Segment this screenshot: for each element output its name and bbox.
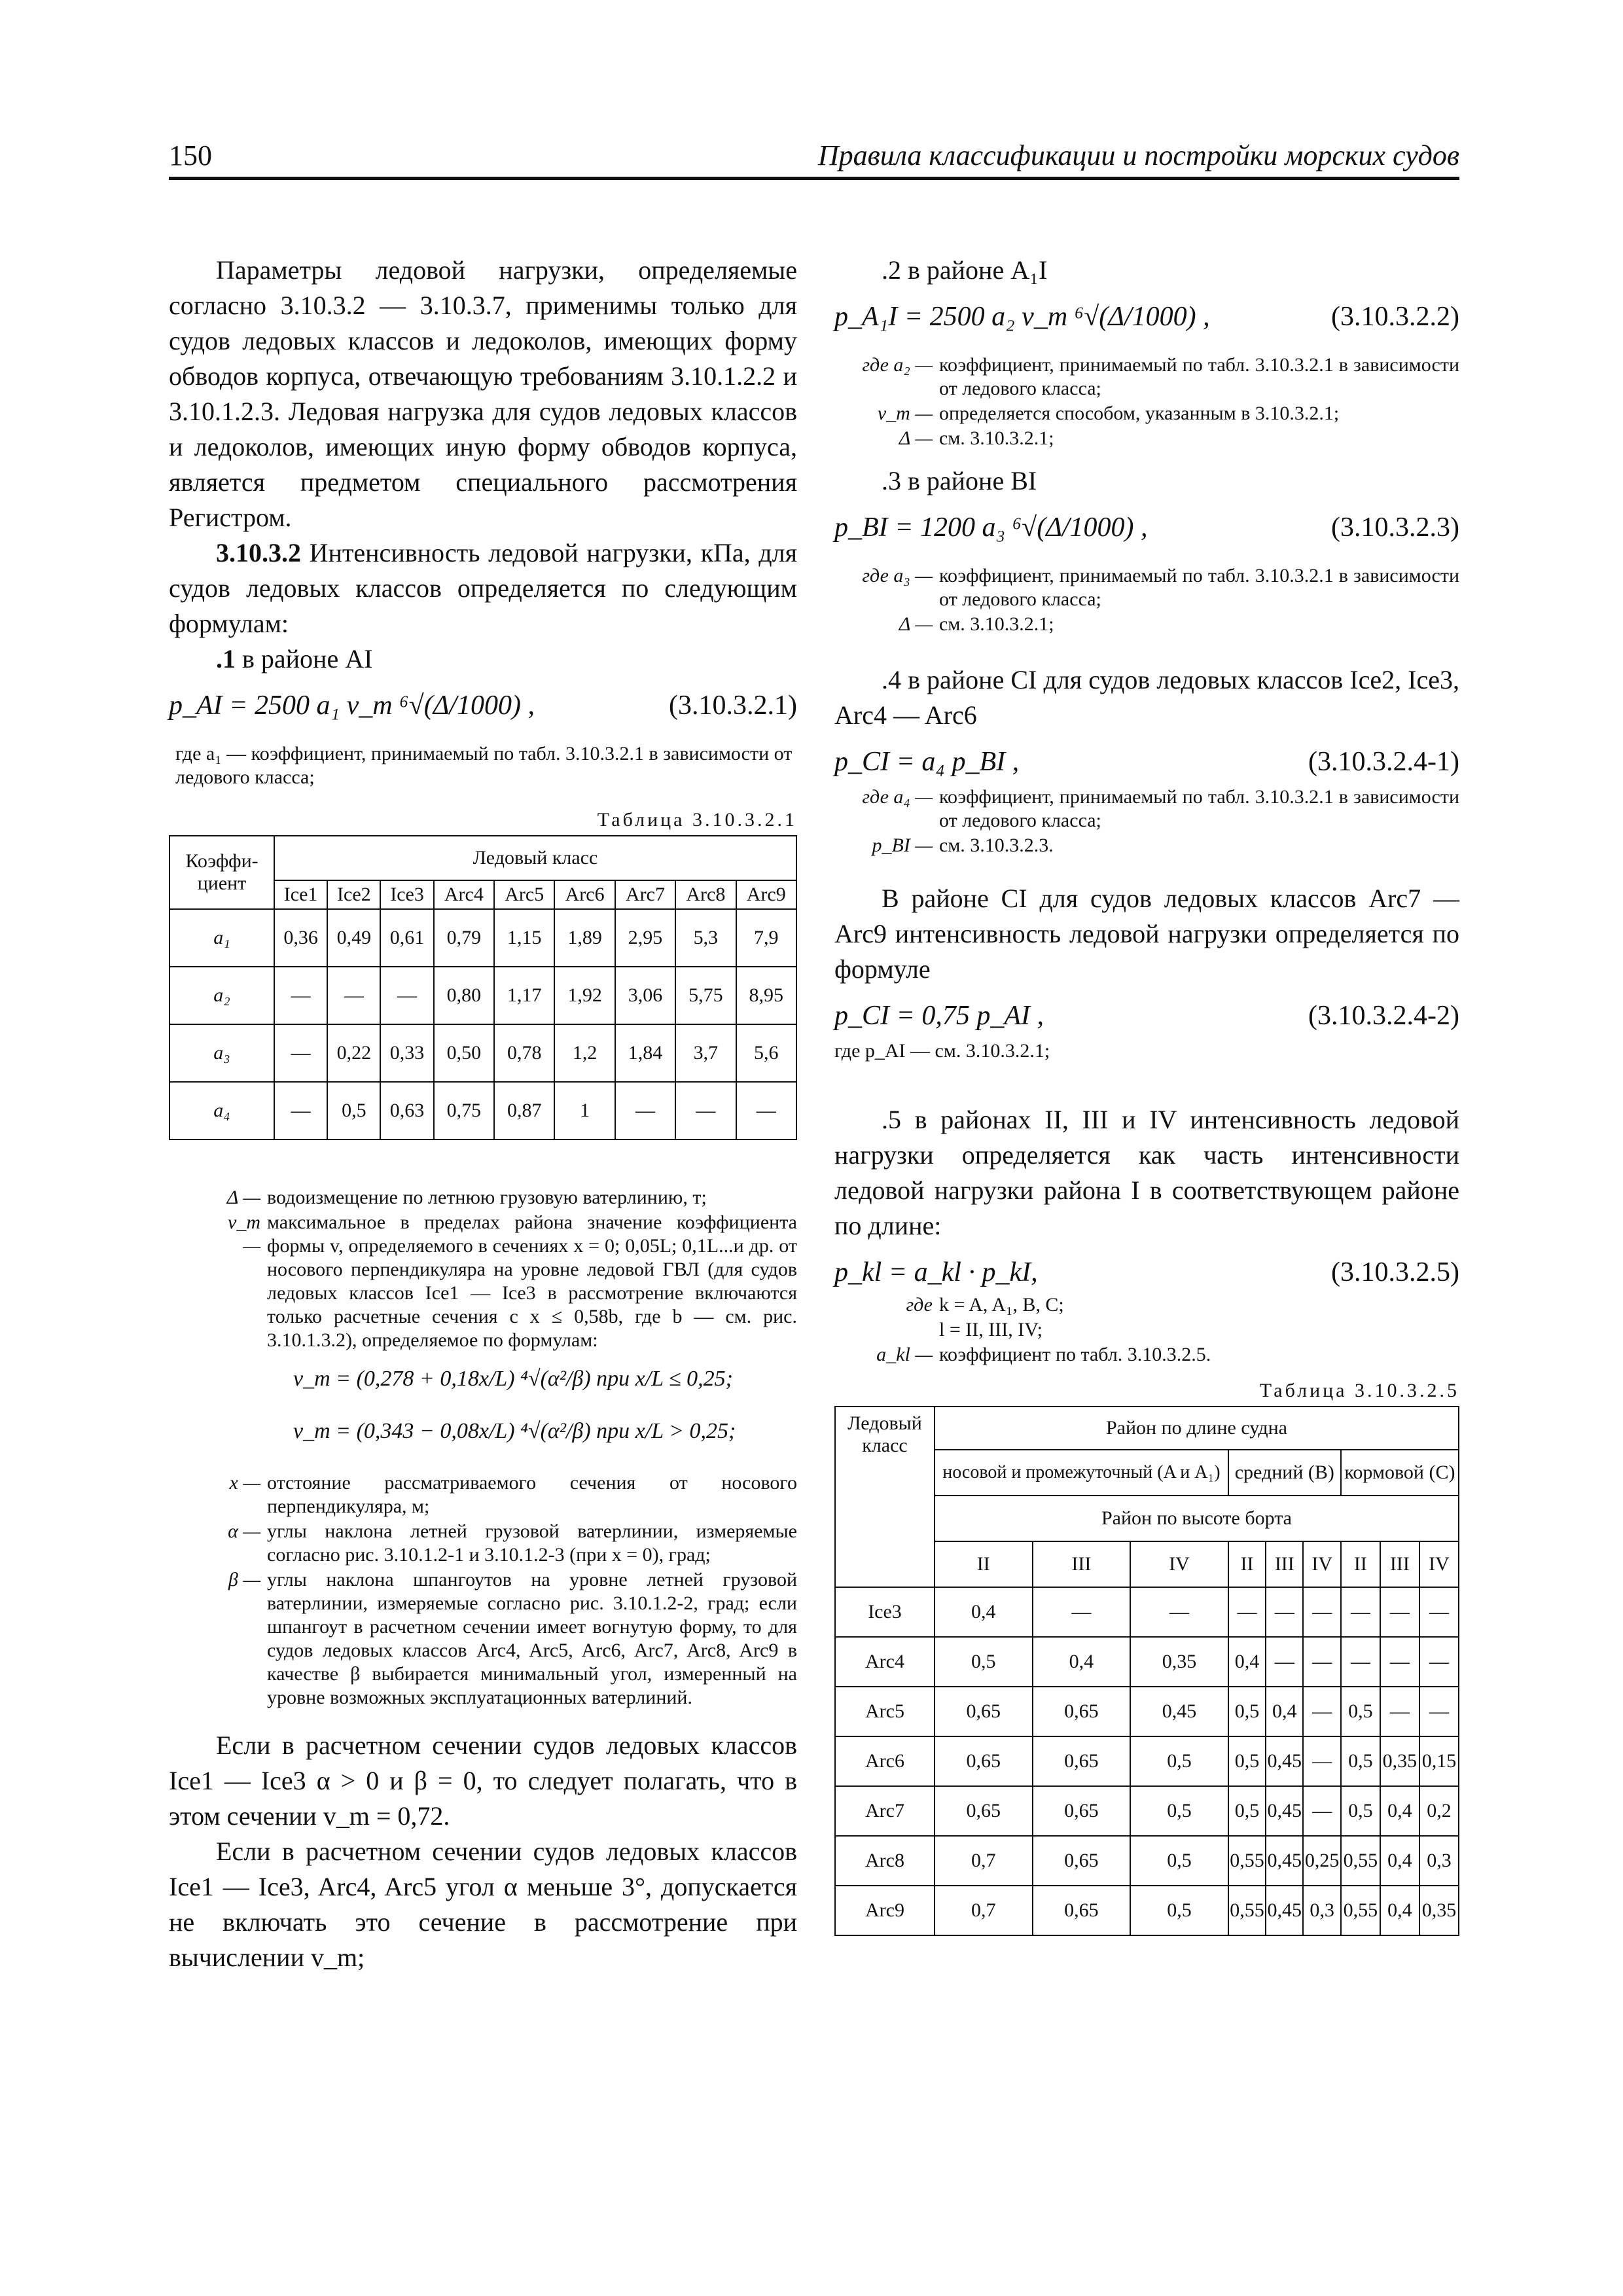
- row-label: Ice3: [835, 1587, 935, 1637]
- definition-text: коэффициент, принимаемый по табл. 3.10.3.2.1 в зависимости от ледового класса;: [939, 786, 1459, 831]
- definition-row: [834, 402, 1459, 425]
- table-cell: 0,4: [935, 1587, 1033, 1637]
- column-header: Ice3: [380, 880, 433, 909]
- table-cell: 0,5: [1228, 1786, 1266, 1836]
- table-cell: —: [327, 967, 380, 1024]
- table-cell: 0,35: [1130, 1637, 1228, 1687]
- subcolumn-header: III: [1033, 1541, 1131, 1587]
- definition-text: углы наклона шпангоутов на уровне летней грузовой ватерлинии, измеряемые согласно рис. 3.10.1.2-2, град; если шпангоут в расчетном сечении имеет вогнутую форму, то для судов ледовых классов Arc4, Arc5, Arc6, Arc7, Arc8, Arc9 в качестве β выбирается минимальный угол, измеренный на уровне возможных эксплуатационных ватерлиний.: [267, 1569, 797, 1708]
- formula-expression: p_CI = a₄ p_BI ,: [834, 747, 1020, 777]
- table-cell: 0,4: [1380, 1836, 1419, 1886]
- running-title: Правила классификации и постройки морских судов: [817, 139, 1459, 171]
- row-label: Arc9: [835, 1886, 935, 1935]
- definition-row: [834, 1318, 1459, 1342]
- column-header: Arc6: [554, 880, 615, 909]
- table-cell: 0,4: [1033, 1637, 1131, 1687]
- table-row: [169, 1024, 796, 1082]
- formula-3-10-3-2-2: [834, 288, 1459, 353]
- formula-where-6: [834, 1293, 1459, 1367]
- definition-text: см. 3.10.3.2.3.: [939, 834, 1054, 856]
- definition-text: коэффициент, принимаемый по табл. 3.10.3.2.1 в зависимости от ледового класса;: [939, 354, 1459, 399]
- formula-where-4: [834, 785, 1459, 857]
- table-cell: 0,65: [1033, 1836, 1131, 1886]
- row-label: a₂: [169, 967, 274, 1024]
- formula-expression: p_kl = a_kl · p_kI,: [834, 1257, 1038, 1287]
- table-cell: 0,5: [935, 1637, 1033, 1687]
- table-cell: 0,45: [1130, 1687, 1228, 1736]
- header-rule: [169, 177, 1459, 180]
- table-cell: 1,89: [554, 909, 615, 967]
- row-label: Arc5: [835, 1687, 935, 1736]
- table-cell: 8,95: [736, 967, 796, 1024]
- row-label: Arc6: [835, 1736, 935, 1786]
- definition-row: [215, 1471, 797, 1518]
- definition-row: [215, 1568, 797, 1710]
- formula-number: (3.10.3.2.4-1): [1308, 747, 1459, 777]
- column-header: Arc9: [736, 880, 796, 909]
- subcolumn-header: III: [1266, 1541, 1303, 1587]
- table-cell: —: [1341, 1587, 1380, 1637]
- section-text: Интенсивность ледовой нагрузки, кПа, для судов ледовых классов определяется по следующим формулам:: [169, 538, 797, 638]
- table-cell: —: [274, 967, 327, 1024]
- distribution-table: [834, 1406, 1459, 1936]
- definition-symbol: x —: [229, 1472, 260, 1494]
- formula-expression: p_AI = 2500 a₁ v_m ⁶√(Δ/1000) ,: [169, 691, 535, 721]
- formula-3-10-3-2-4-1: [834, 733, 1459, 785]
- table-cell: —: [1419, 1687, 1459, 1736]
- paragraph-alpha-beta: Если в расчетном сечении судов ледовых классов Ice1 — Ice3 α > 0 и β = 0, то следует полагать, что в этом сечении v_m = 0,72.: [169, 1731, 797, 1831]
- formula-expression: p_A₁I = 2500 a₂ v_m ⁶√(Δ/1000) ,: [834, 302, 1210, 332]
- table-cell: 0,22: [327, 1024, 380, 1082]
- definition-row: [834, 353, 1459, 401]
- header-length-region: Район по длине судна: [935, 1407, 1459, 1450]
- subcolumn-header: IV: [1130, 1541, 1228, 1587]
- definitions-list-2: [169, 1471, 797, 1710]
- definition-symbol: p_BI —: [872, 834, 933, 856]
- subcolumn-header: III: [1380, 1541, 1419, 1587]
- page-number: 150: [169, 139, 212, 171]
- table-cell: 0,65: [1033, 1786, 1131, 1836]
- definition-row: [834, 613, 1459, 636]
- definition-symbol: [834, 1318, 939, 1342]
- definition-symbol: где a₂ —: [862, 354, 933, 376]
- table-cell: —: [1303, 1786, 1340, 1836]
- header-bow: носовой и промежуточный (A и A₁): [935, 1450, 1228, 1496]
- table-cell: 5,6: [736, 1024, 796, 1082]
- table-cell: 0,87: [494, 1082, 554, 1139]
- definition-text: отстояние рассматриваемого сечения от носового перпендикуляра, м;: [267, 1472, 797, 1517]
- table-cell: 0,5: [1130, 1836, 1228, 1886]
- subsection-number: .1: [216, 644, 236, 673]
- table-cell: 1,15: [494, 909, 554, 967]
- table-row: [835, 1886, 1459, 1935]
- column-header: Arc8: [675, 880, 736, 909]
- definition-symbol: v_m —: [877, 403, 933, 424]
- table-cell: 0,78: [494, 1024, 554, 1082]
- column-header: Ice2: [327, 880, 380, 909]
- definition-row: [834, 1343, 1459, 1367]
- table-cell: 0,5: [1341, 1786, 1380, 1836]
- column-header: Ice1: [274, 880, 327, 909]
- table-cell: —: [675, 1082, 736, 1139]
- table-cell: —: [736, 1082, 796, 1139]
- table-row: [835, 1786, 1459, 1836]
- table-cell: 0,55: [1228, 1886, 1266, 1935]
- definition-symbol: Δ —: [226, 1187, 260, 1208]
- table-cell: —: [1033, 1587, 1131, 1637]
- row-label: Arc4: [835, 1637, 935, 1687]
- subsection-4-heading: .4 в районе CI для судов ледовых классов Ice2, Ice3, Arc4 — Arc6: [834, 665, 1459, 730]
- table-cell: 0,3: [1303, 1886, 1340, 1935]
- table-cell: —: [1341, 1637, 1380, 1687]
- table-cell: 0,4: [1380, 1886, 1419, 1935]
- vm-formula-1: [169, 1354, 797, 1406]
- table-cell: 0,65: [935, 1687, 1033, 1736]
- formula-expression: p_BI = 1200 a₃ ⁶√(Δ/1000) ,: [834, 512, 1148, 543]
- table-cell: —: [1380, 1587, 1419, 1637]
- subcolumn-header: IV: [1303, 1541, 1340, 1587]
- subcolumn-header: II: [1228, 1541, 1266, 1587]
- table-cell: 5,75: [675, 967, 736, 1024]
- subsection-text: в районе AI: [242, 644, 373, 673]
- table-cell: —: [1303, 1736, 1340, 1786]
- definition-text: см. 3.10.3.2.1;: [939, 613, 1054, 635]
- table-cell: —: [1380, 1637, 1419, 1687]
- table-cell: 1,84: [615, 1024, 675, 1082]
- table-row: [835, 1836, 1459, 1886]
- row-label: a₄: [169, 1082, 274, 1139]
- header-mid: средний (B): [1228, 1450, 1341, 1496]
- formula-3-10-3-2-1: [169, 677, 797, 742]
- definition-row: [834, 834, 1459, 857]
- table-cell: 0,65: [1033, 1736, 1131, 1786]
- table-cell: —: [1266, 1637, 1303, 1687]
- table-row: [835, 1637, 1459, 1687]
- definition-text: см. 3.10.3.2.1;: [939, 427, 1054, 449]
- table-cell: 0,5: [1341, 1736, 1380, 1786]
- vm-formula-1-text: v_m = (0,278 + 0,18x/L) ⁴√(α²/β) при x/L ≤ 0,25;: [293, 1367, 733, 1391]
- definition-row: [215, 1186, 797, 1210]
- row-label: a₃: [169, 1024, 274, 1082]
- definition-text: углы наклона летней грузовой ватерлинии, измеряемые согласно рис. 3.10.1.2-1 и 3.10.1.2-3 (при x = 0), град;: [267, 1520, 797, 1566]
- table-cell: 0,5: [1130, 1886, 1228, 1935]
- table-cell: 1,92: [554, 967, 615, 1024]
- table-cell: 0,50: [434, 1024, 494, 1082]
- table-cell: —: [274, 1024, 327, 1082]
- formula-number: (3.10.3.2.1): [669, 691, 797, 721]
- paragraph-ci-arc7: В районе CI для судов ледовых классов Arc7 — Arc9 интенсивность ледовой нагрузки определяется по формуле: [834, 884, 1459, 984]
- header-stern: кормовой (C): [1341, 1450, 1459, 1496]
- table-cell: 3,7: [675, 1024, 736, 1082]
- table-cell: 0,63: [380, 1082, 433, 1139]
- table-cell: 0,33: [380, 1024, 433, 1082]
- definition-row: [215, 1211, 797, 1352]
- formula-3-10-3-2-5: [834, 1244, 1459, 1293]
- table-cell: 0,5: [1130, 1736, 1228, 1786]
- table-row: [835, 1736, 1459, 1786]
- row-label: Arc8: [835, 1836, 935, 1886]
- definition-symbol: a_kl —: [876, 1344, 933, 1365]
- table-cell: —: [1419, 1587, 1459, 1637]
- column-header: Arc4: [434, 880, 494, 909]
- definition-symbol: где a₃ —: [862, 565, 933, 586]
- definition-row: [834, 785, 1459, 833]
- formula-number: (3.10.3.2.5): [1331, 1257, 1459, 1287]
- subcolumn-header: II: [1341, 1541, 1380, 1587]
- table-row: [835, 1687, 1459, 1736]
- table-cell: 0,75: [434, 1082, 494, 1139]
- header-ice-class: Ледовый класс: [835, 1407, 935, 1587]
- table-cell: 0,80: [434, 967, 494, 1024]
- definition-text: l = II, III, IV;: [939, 1319, 1043, 1340]
- definition-text: коэффициент по табл. 3.10.3.2.5.: [939, 1344, 1211, 1365]
- table-cell: 1,17: [494, 967, 554, 1024]
- definition-row: [834, 427, 1459, 450]
- table-cell: —: [1419, 1637, 1459, 1687]
- table-cell: 0,79: [434, 909, 494, 967]
- header-ice-class: Ледовый класс: [274, 836, 796, 880]
- intro-paragraph: Параметры ледовой нагрузки, определяемые согласно 3.10.3.2 — 3.10.3.7, применимы только для судов ледовых классов и ледоколов, имеющих форму обводов корпуса, отвечающую требованиям 3.10.1.2.2 и 3.10.1.2.3. Ледовая нагрузка для судов ледовых классов и ледоколов, имеющих иную форму обводов корпуса, является предметом специального рассмотрения Регистром.: [169, 255, 797, 532]
- table-cell: 0,35: [1419, 1886, 1459, 1935]
- coefficient-table: [169, 835, 797, 1140]
- definition-text: максимальное в пределах района значение коэффициента формы v, определяемого в сечениях x = 0; 0,05L; 0,1L...и др. от носового перпендикуляра на уровне ледовой ГВЛ (для судов ледовых классов Ice1 — Ice3 в рассмотрение включаются только расчетные сечения с x ≤ 0,58b, где b — см. рис. 3.10.1.3.2), определяемое по формулам:: [267, 1211, 797, 1351]
- table-cell: 0,35: [1380, 1736, 1419, 1786]
- definition-symbol: α —: [228, 1520, 260, 1542]
- table-cell: 0,15: [1419, 1736, 1459, 1786]
- row-label: Arc7: [835, 1786, 935, 1836]
- definition-symbol: где a₄ —: [862, 786, 933, 808]
- formula-expression: p_CI = 0,75 p_AI ,: [834, 1001, 1044, 1031]
- table-cell: —: [1303, 1687, 1340, 1736]
- subcolumn-header: IV: [1419, 1541, 1459, 1587]
- subsection-5-text: .5 в районах II, III и IV интенсивность ледовой нагрузки определяется как часть интенсивности ледовой нагрузки района I в соответствующем районе по длине:: [834, 1105, 1459, 1240]
- subsection-2-heading: .2 в районе A₁I: [882, 255, 1048, 285]
- definition-symbol: где: [906, 1294, 933, 1316]
- table-cell: —: [1380, 1687, 1419, 1736]
- subcolumn-header: II: [935, 1541, 1033, 1587]
- table-cell: 0,4: [1380, 1786, 1419, 1836]
- formula-where-5: где p_AI — см. 3.10.3.2.1;: [834, 1040, 1050, 1062]
- table-row: [169, 1082, 796, 1139]
- table-cell: 0,4: [1266, 1687, 1303, 1736]
- definition-symbol: Δ —: [899, 427, 933, 449]
- table-cell: —: [615, 1082, 675, 1139]
- definition-row: [834, 1293, 1459, 1317]
- table-cell: 1: [554, 1082, 615, 1139]
- subsection-1-heading: [169, 641, 797, 677]
- definition-text: водоизмещение по летнюю грузовую ватерлинию, т;: [267, 1187, 707, 1208]
- vm-formula-2-text: v_m = (0,343 − 0,08x/L) ⁴√(α²/β) при x/L > 0,25;: [293, 1419, 736, 1443]
- table-cell: 0,5: [1130, 1786, 1228, 1836]
- table-cell: 0,45: [1266, 1836, 1303, 1886]
- table-cell: 0,5: [1228, 1687, 1266, 1736]
- formula-number: (3.10.3.2.3): [1331, 512, 1459, 543]
- header-coefficient: Коэффи-циент: [169, 836, 274, 909]
- definition-text: k = A, A₁, B, C;: [939, 1294, 1064, 1316]
- definition-symbol: β —: [228, 1569, 260, 1590]
- table-cell: —: [1266, 1587, 1303, 1637]
- definitions-list: [169, 1186, 797, 1352]
- section-number: 3.10.3.2: [216, 538, 301, 567]
- table-cell: 0,3: [1419, 1836, 1459, 1886]
- column-header: Arc5: [494, 880, 554, 909]
- paragraph-alpha-3deg: Если в расчетном сечении судов ледовых классов Ice1 — Ice3, Arc4, Arc5 угол α меньше 3°, допускается не включать это сечение в рассмотрение при вычислении v_m;: [169, 1837, 797, 1972]
- table-cell: —: [1130, 1587, 1228, 1637]
- table-row: [169, 909, 796, 967]
- table-cell: 0,65: [1033, 1886, 1131, 1935]
- table-cell: 0,45: [1266, 1736, 1303, 1786]
- definition-text: коэффициент, принимаемый по табл. 3.10.3.2.1 в зависимости от ледового класса;: [939, 565, 1459, 610]
- table-cell: 0,55: [1228, 1836, 1266, 1886]
- table-cell: 0,7: [935, 1886, 1033, 1935]
- vm-formula-2: [169, 1406, 797, 1458]
- table-cell: 0,45: [1266, 1886, 1303, 1935]
- formula-where-2: [834, 353, 1459, 450]
- table-cell: 2,95: [615, 909, 675, 967]
- table-cell: —: [380, 967, 433, 1024]
- table-cell: —: [1303, 1637, 1340, 1687]
- definition-text: определяется способом, указанным в 3.10.3.2.1;: [939, 403, 1340, 424]
- table-cell: 5,3: [675, 909, 736, 967]
- table-caption-2: Таблица 3.10.3.2.5: [1259, 1380, 1459, 1401]
- table-cell: 0,65: [1033, 1687, 1131, 1736]
- column-header: Arc7: [615, 880, 675, 909]
- definition-row: [834, 564, 1459, 611]
- table-cell: 0,7: [935, 1836, 1033, 1886]
- table-cell: 0,25: [1303, 1836, 1340, 1886]
- table-cell: 0,55: [1341, 1886, 1380, 1935]
- formula-3-10-3-2-3: [834, 499, 1459, 564]
- definition-row: [215, 1520, 797, 1567]
- table-cell: 0,61: [380, 909, 433, 967]
- table-caption: Таблица 3.10.3.2.1: [597, 809, 797, 831]
- table-cell: 7,9: [736, 909, 796, 967]
- formula-number: (3.10.3.2.2): [1331, 302, 1459, 332]
- table-cell: 0,65: [935, 1786, 1033, 1836]
- table-cell: 3,06: [615, 967, 675, 1024]
- table-cell: 0,5: [1228, 1736, 1266, 1786]
- table-cell: —: [274, 1082, 327, 1139]
- table-cell: 0,45: [1266, 1786, 1303, 1836]
- table-row: [835, 1587, 1459, 1637]
- table-cell: 0,36: [274, 909, 327, 967]
- formula-where: где a₁ — коэффициент, принимаемый по табл. 3.10.3.2.1 в зависимости от ледового класса;: [175, 743, 793, 788]
- table-cell: 0,49: [327, 909, 380, 967]
- table-cell: 0,55: [1341, 1836, 1380, 1886]
- table-cell: 0,2: [1419, 1786, 1459, 1836]
- subsection-3-heading: .3 в районе BI: [882, 466, 1037, 495]
- table-cell: 0,5: [1341, 1687, 1380, 1736]
- table-cell: 0,65: [935, 1736, 1033, 1786]
- right-column: [834, 242, 1459, 1936]
- formula-number: (3.10.3.2.4-2): [1308, 1001, 1459, 1031]
- table-cell: 0,4: [1228, 1637, 1266, 1687]
- definition-symbol: v_m —: [228, 1211, 260, 1257]
- table-row: [169, 967, 796, 1024]
- formula-3-10-3-2-4-2: [834, 987, 1459, 1039]
- table-cell: —: [1303, 1587, 1340, 1637]
- table-cell: 1,2: [554, 1024, 615, 1082]
- section-3-10-3-2: [169, 535, 797, 641]
- formula-where-3: [834, 564, 1459, 636]
- left-column: [169, 242, 797, 1975]
- row-label: a₁: [169, 909, 274, 967]
- header-height-region: Район по высоте борта: [935, 1496, 1459, 1541]
- table-cell: —: [1228, 1587, 1266, 1637]
- table-cell: 0,5: [327, 1082, 380, 1139]
- definition-symbol: Δ —: [899, 613, 933, 635]
